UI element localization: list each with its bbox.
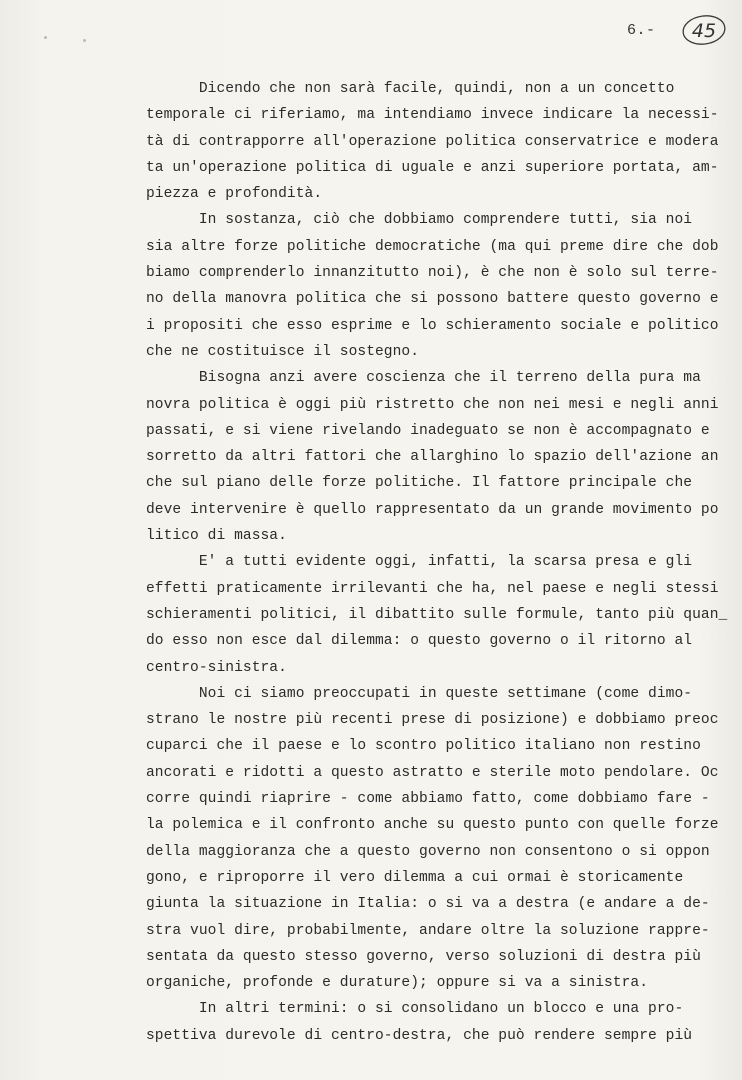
text-line: novra politica è oggi più ristretto che non nei mesi e negli anni — [146, 396, 719, 413]
text-line: che ne costituisce il sostegno. — [146, 343, 420, 360]
text-line: tà di contrapporre all'operazione politica conservatrice e modera — [146, 133, 719, 150]
text-line: corre quindi riaprire - come abbiamo fatto, come dobbiamo fare - — [146, 791, 710, 808]
text-line: giunta la situazione in Italia: o si va a destra (e andare a de- — [146, 896, 710, 913]
circled-folio-number-icon — [680, 12, 728, 48]
text-line: centro-sinistra. — [146, 659, 287, 676]
text-line: i propositi che esso esprime e lo schieramento sociale e politico — [146, 317, 719, 334]
text-line: Dicendo che non sarà facile, quindi, non a un concetto — [146, 81, 675, 97]
text-line: effetti praticamente irrilevanti che ha, nel paese e negli stessi — [146, 580, 719, 597]
text-line: no della manovra politica che si possono battere questo governo e — [146, 291, 719, 308]
handwritten-folio-stamp — [680, 12, 728, 48]
text-line: In sostanza, ciò che dobbiamo comprendere tutti, sia noi — [146, 212, 693, 229]
text-line: sia altre forze politiche democratiche (ma qui preme dire che dob — [146, 238, 719, 255]
text-line: Bisogna anzi avere coscienza che il terreno della pura ma — [146, 370, 701, 387]
text-line: ancorati e ridotti a questo astratto e sterile moto pendolare. Oc — [146, 764, 719, 781]
paper-speck — [44, 36, 47, 39]
typewritten-body — [146, 76, 728, 1049]
text-line: ta un'operazione politica di uguale e anzi superiore portata, am- — [146, 159, 719, 176]
text-line: stra vuol dire, probabilmente, andare oltre la soluzione rappre- — [146, 922, 710, 939]
text-line: organiche, profonde e durature); oppure si va a sinistra. — [146, 975, 649, 992]
text-line: sorretto da altri fattori che allarghino lo spazio dell'azione an — [146, 449, 719, 466]
text-line: sentata da questo stesso governo, verso soluzioni di destra più — [146, 948, 701, 965]
text-line: passati, e si viene rivelando inadeguato se non è accompagnato e — [146, 422, 710, 439]
folio-number: 45 — [691, 20, 717, 42]
page-number: 6.- — [627, 22, 656, 39]
text-line: do esso non esce dal dilemma: o questo governo o il ritorno al — [146, 633, 693, 650]
paper-speck — [83, 39, 86, 42]
text-line: della maggioranza che a questo governo non consentono o si oppon — [146, 843, 710, 860]
text-line: cuparci che il paese e lo scontro politico italiano non restino — [146, 738, 701, 755]
text-line: spettiva durevole di centro-destra, che può rendere sempre più — [146, 1027, 693, 1044]
text-line: In altri termini: o si consolidano un blocco e una pro- — [146, 1001, 684, 1018]
text-line: la polemica e il confronto anche su questo punto con quelle forze — [146, 817, 719, 834]
text-line: Noi ci siamo preoccupati in queste settimane (come dimo- — [146, 685, 693, 702]
text-line: temporale ci riferiamo, ma intendiamo invece indicare la necessi- — [146, 107, 719, 124]
text-line: biamo comprenderlo innanzitutto noi), è che non è solo sul terre- — [146, 265, 719, 282]
text-line: deve intervenire è quello rappresentato da un grande movimento po — [146, 501, 719, 518]
text-line: strano le nostre più recenti prese di posizione) e dobbiamo preoc — [146, 712, 719, 729]
text-line: E' a tutti evidente oggi, infatti, la scarsa presa e gli — [146, 554, 693, 571]
text-line: piezza e profondità. — [146, 186, 323, 203]
text-line: che sul piano delle forze politiche. Il fattore principale che — [146, 475, 693, 492]
text-line: schieramenti politici, il dibattito sulle formule, tanto più quan_ — [146, 606, 728, 623]
text-line: litico di massa. — [146, 528, 287, 545]
text-line: gono, e riproporre il vero dilemma a cui ormai è storicamente — [146, 869, 684, 886]
